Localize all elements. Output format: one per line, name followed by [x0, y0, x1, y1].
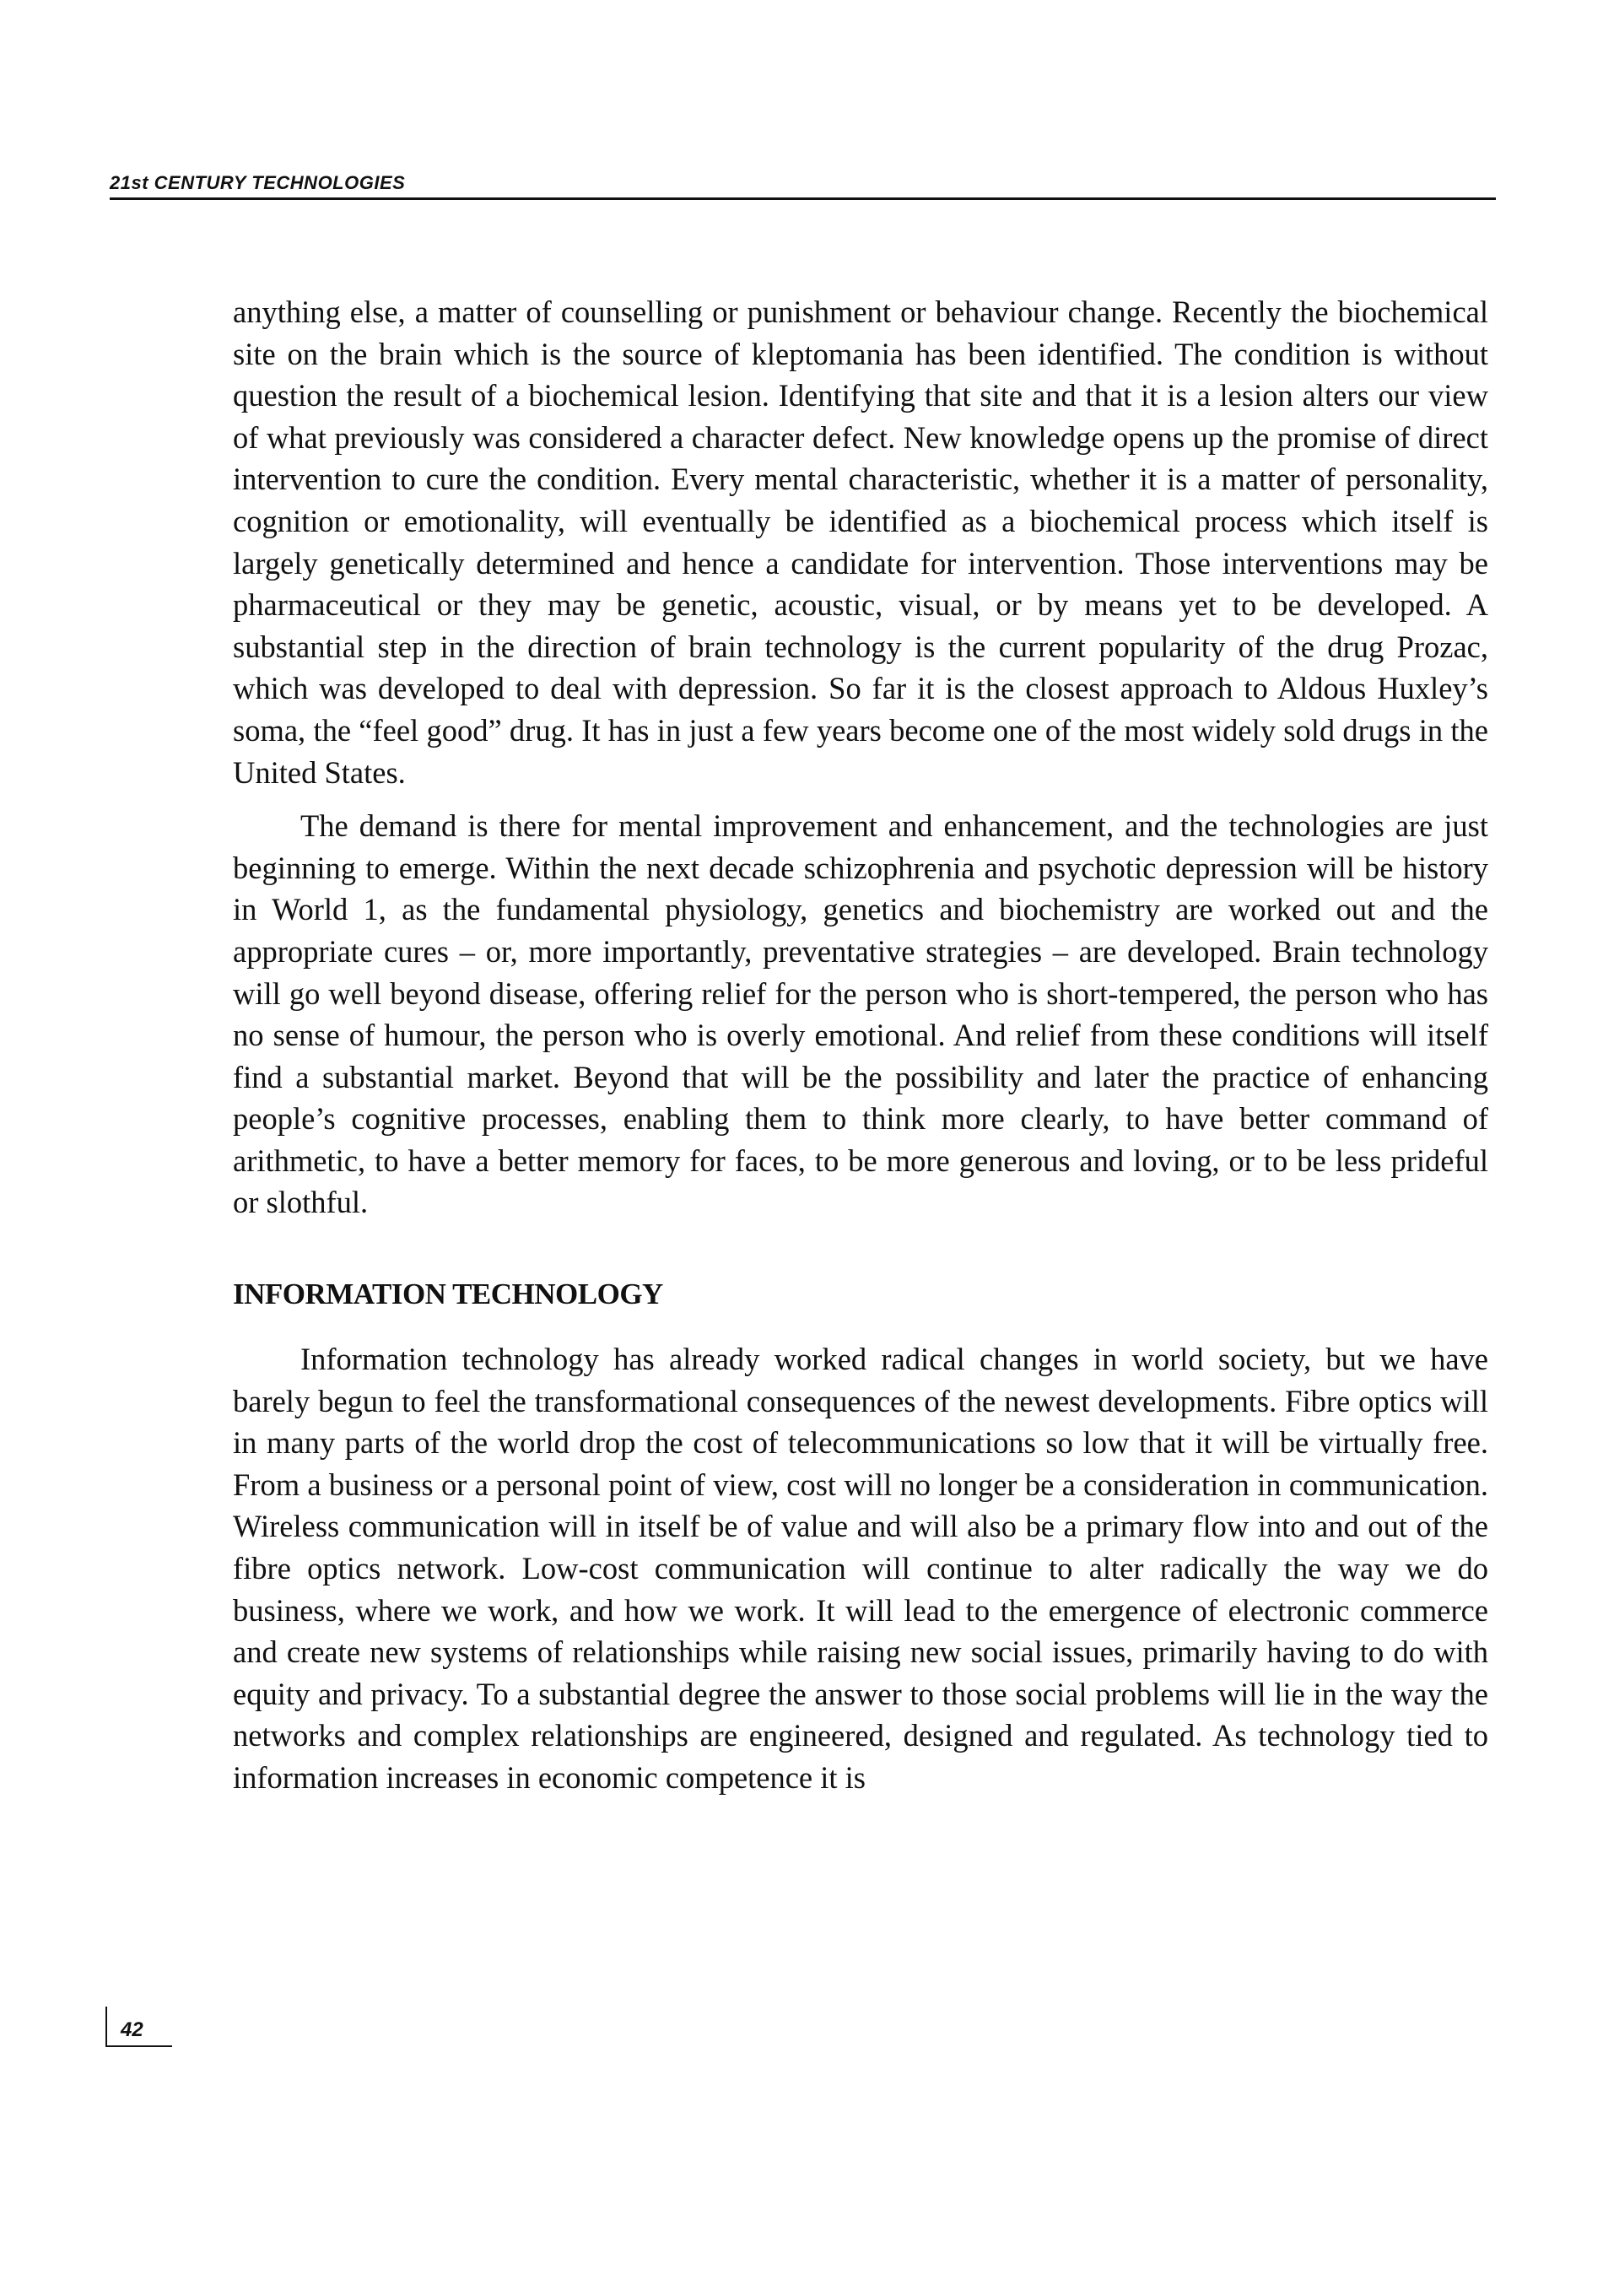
paragraph-information-technology: Information technology has already worked radical changes in world society, but we have barely begun to feel the transformational consequences of the newest developments. Fibre optics will in many parts of the world drop the cost of telecommunications so low that it will be virtually free. From a business or a personal point of view, cost will no longer be a consideration in communication. Wireless communication will in itself be of value and will also be a primary flow into and out of the fibre optics network. Low-cost communication will continue to alter radically the way we do business, where we work, and how we work. It will lead to the emergence of electronic commerce and create new systems of relationships while raising new social issues, primarily having to do with equity and privacy. To a substantial degree the answer to those social problems will lie in the way the networks and complex relationships are engineered, designed and regulated. As technology tied to information increases in economic competence it is: [233, 1342, 1488, 1795]
running-header: [110, 165, 1496, 200]
page-number: 42: [121, 2018, 143, 2041]
paragraph-brain-technology: The demand is there for mental improvement and enhancement, and the technologies are just beginning to emerge. Within the next decade schizophrenia and psychotic depression will be history in World 1, as the fundamental physiology, genetics and biochemistry are worked out and the appropriate cures – or, more importantly, preventative strategies – are developed. Brain technology will go well beyond disease, offering relief for the person who is short-tempered, the person who has no sense of humour, the person who is overly emotional. And relief from these conditions will itself find a substantial market. Beyond that will be the possibility and later the practice of enhancing people’s cognitive processes, enabling them to think more clearly, to have better command of arithmetic, to have a better memory for faces, to be more generous and loving, or to be less prideful or slothful.: [233, 808, 1488, 1220]
running-header-title: 21st CENTURY TECHNOLOGIES: [110, 172, 406, 193]
section-heading: INFORMATION TECHNOLOGY: [233, 1278, 663, 1311]
paragraph-continued: anything else, a matter of counselling or punishment or behaviour change. Recently the biochemical site on the brain which is the source of kleptomania has been identified. The condition is without question the result of a biochemical lesion. Identifying that site and that it is a lesion alters our view of what previously was considered a character defect. New knowledge opens up the promise of direct intervention to cure the condition. Every mental characteristic, whether it is a matter of personality, cognition or emotionality, will eventually be identified as a biochemical process which itself is largely genetically determined and hence a candidate for intervention. Those interventions may be pharmaceutical or they may be genetic, acoustic, visual, or by means yet to be developed. A substantial step in the direction of brain technology is the current popularity of the drug Prozac, which was developed to deal with depression. So far it is the closest approach to Aldous Huxley’s soma, the “feel good” drug. It has in just a few years become one of the most widely sold drugs in the United States.: [233, 294, 1488, 790]
body-text: [233, 291, 1488, 1799]
page-number-box: [105, 2007, 172, 2047]
